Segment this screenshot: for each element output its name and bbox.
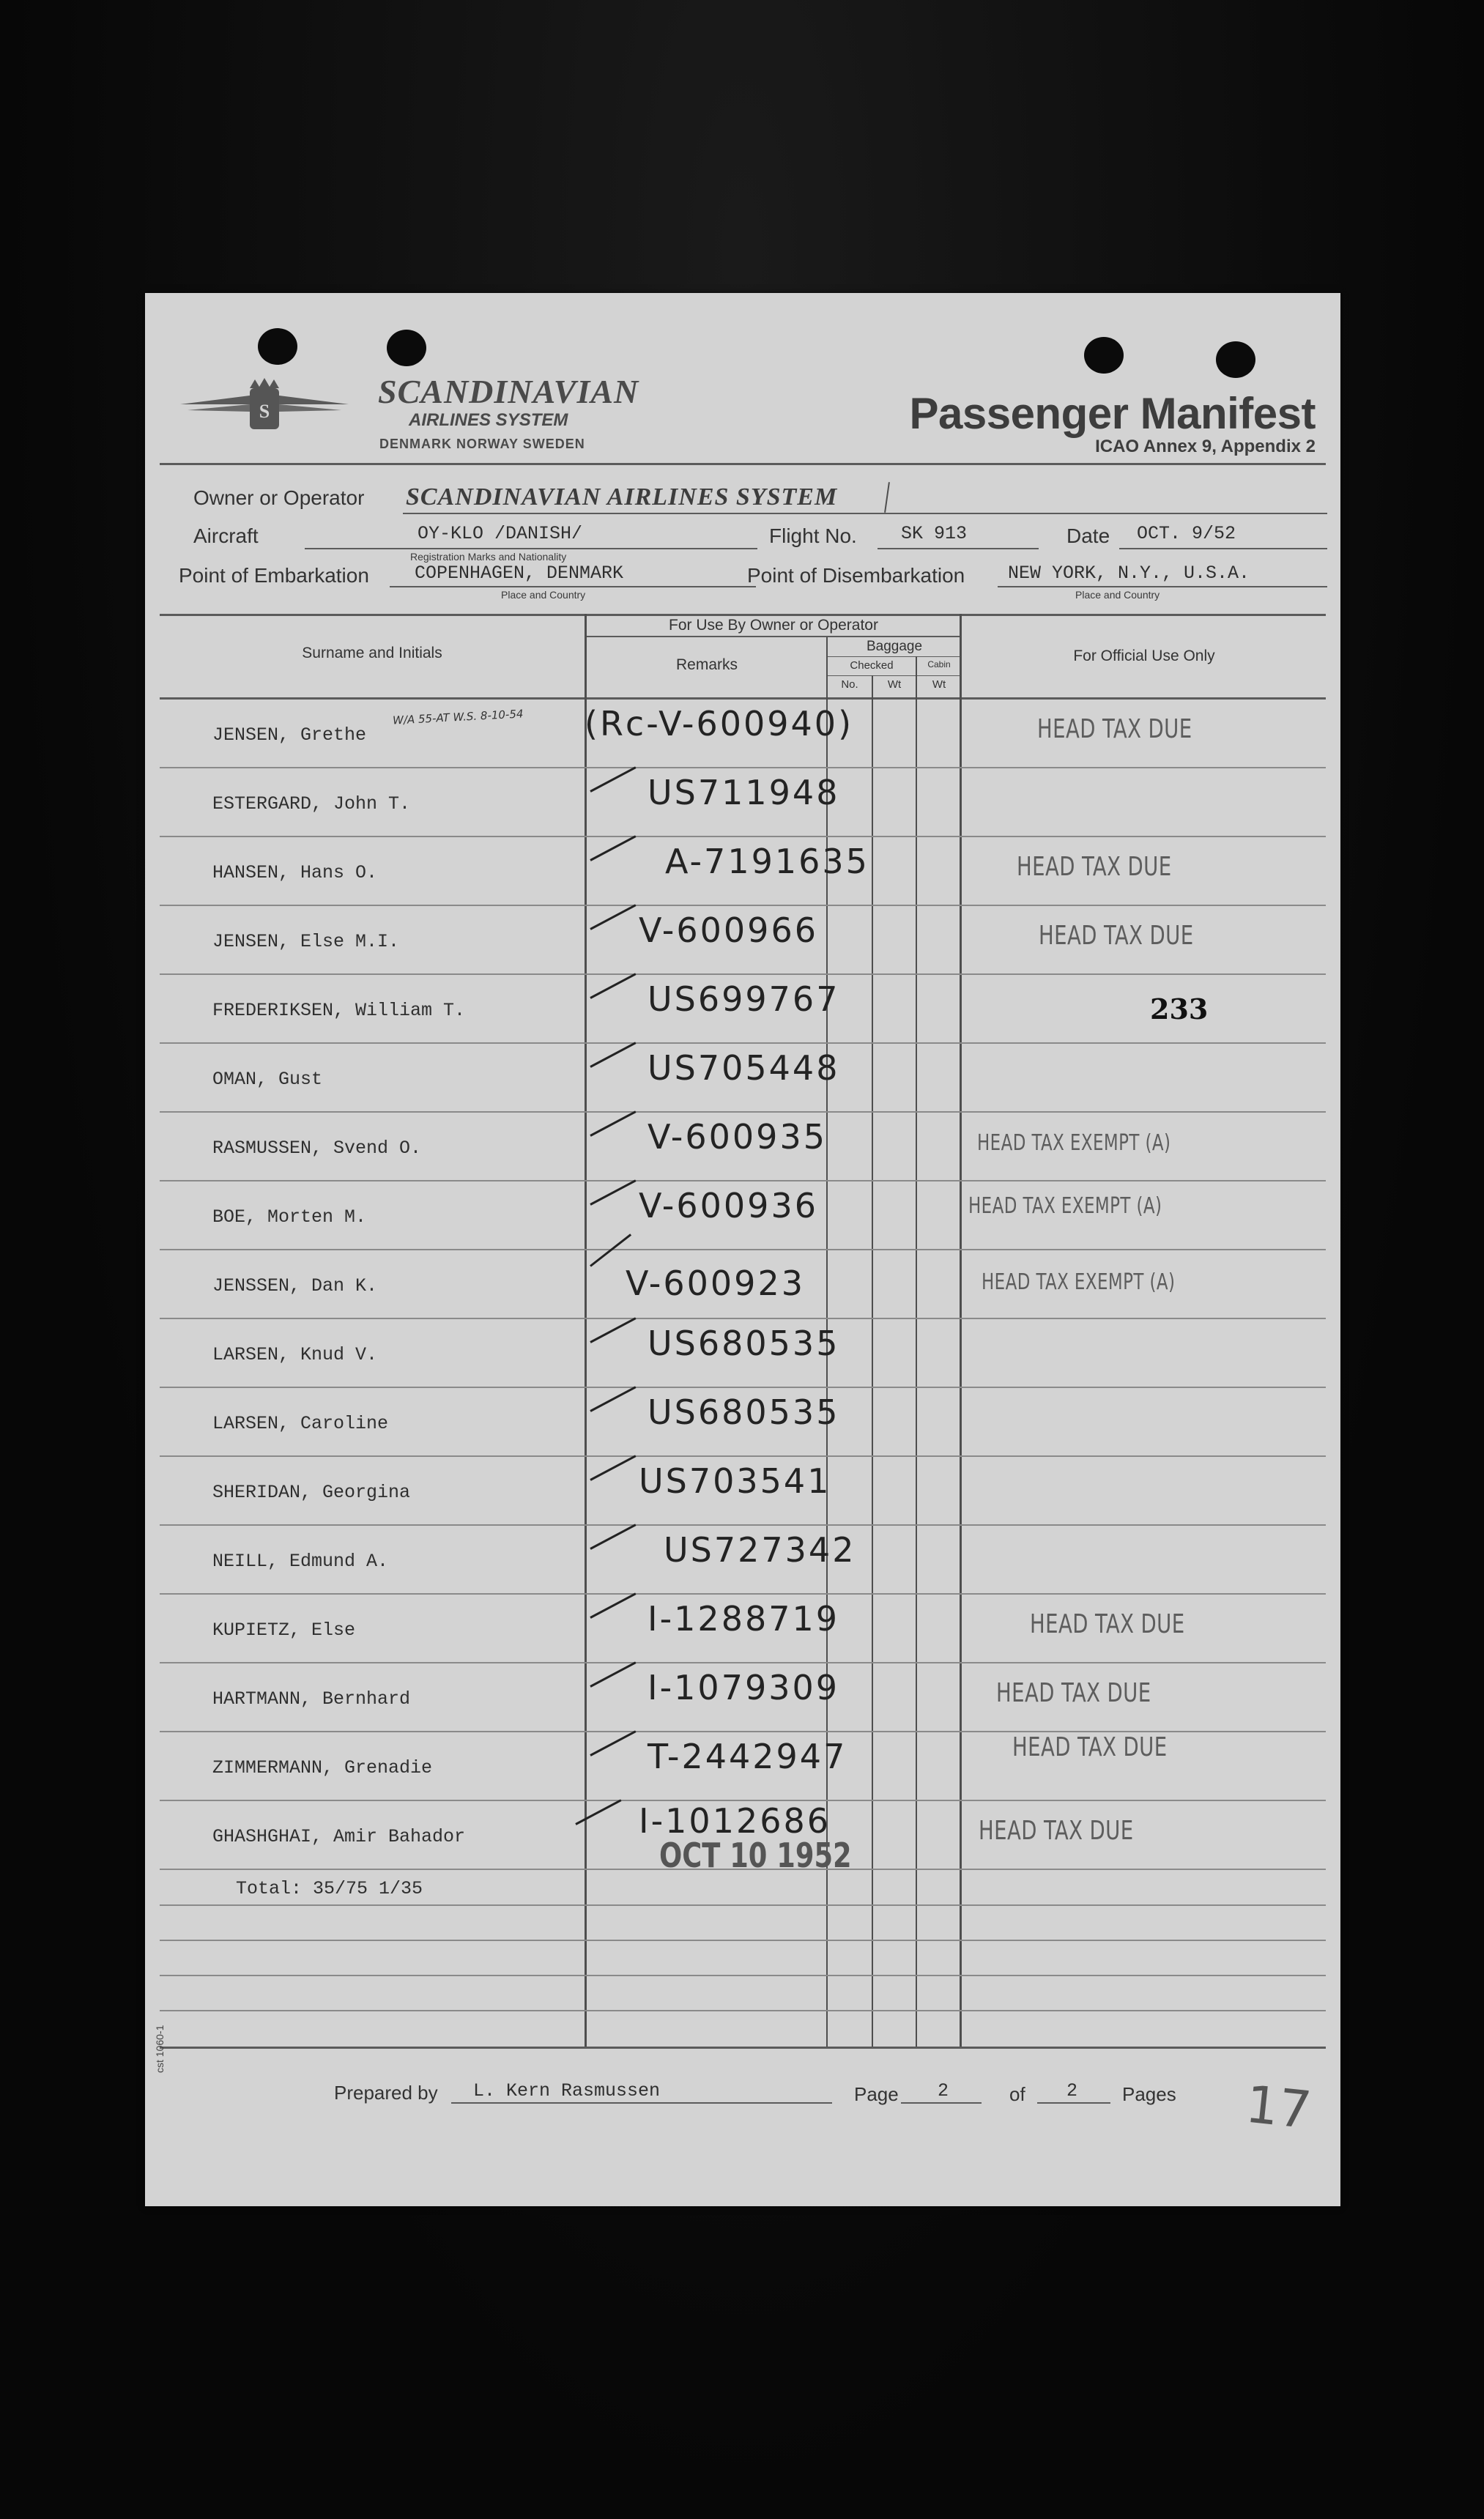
table-row <box>160 1044 1326 1113</box>
passenger-name: ESTERGARD, John T. <box>212 793 411 815</box>
handwritten-page-number: 17 <box>1242 2074 1315 2141</box>
check-mark-icon <box>590 1524 636 1550</box>
aircraft-underline <box>305 548 757 549</box>
table-row <box>160 906 1326 975</box>
check-mark-icon <box>590 1110 636 1137</box>
table-top-rule <box>160 614 1326 616</box>
passport-remark: US680535 <box>648 1324 840 1363</box>
check-mark-icon <box>575 1799 621 1825</box>
table-row <box>160 1457 1326 1526</box>
check-mark-icon <box>590 1042 636 1068</box>
check-mark-icon <box>590 1592 636 1619</box>
table-row <box>160 975 1326 1044</box>
passport-remark: V-600923 <box>626 1264 805 1303</box>
official-stamp: HEAD TAX EXEMPT (A) <box>968 1193 1162 1219</box>
passenger-name: OMAN, Gust <box>212 1069 323 1090</box>
passenger-name: HANSEN, Hans O. <box>212 862 378 883</box>
check-mark-icon <box>590 835 636 861</box>
passenger-name: GHASHGHAI, Amir Bahador <box>212 1826 466 1847</box>
check-mark-icon <box>590 1730 636 1756</box>
page-value: 2 <box>938 2080 949 2101</box>
official-stamp: HEAD TAX DUE <box>1012 1732 1168 1762</box>
table-row <box>160 1732 1326 1801</box>
col-cabin-header: Cabin <box>927 659 951 669</box>
winged-crown-logo-icon <box>180 375 349 441</box>
col-baggage-header: Baggage <box>866 639 923 654</box>
svg-text:S: S <box>259 401 270 422</box>
blank-rule <box>160 1940 1326 1941</box>
col-remarks-header: Remarks <box>675 656 738 673</box>
brand-subtitle: AIRLINES SYSTEM <box>409 410 568 430</box>
table-row <box>160 1250 1326 1319</box>
check-mark-icon <box>590 904 636 930</box>
official-stamp: HEAD TAX DUE <box>1039 921 1194 951</box>
passport-remark: V-600935 <box>648 1117 827 1157</box>
passenger-name: RASMUSSEN, Svend O. <box>212 1138 422 1159</box>
disembarkation-caption: Place and Country <box>1075 589 1160 601</box>
of-value: 2 <box>1066 2080 1078 2101</box>
col-wt-header: Wt <box>887 678 902 691</box>
flight-underline <box>878 548 1039 549</box>
official-stamp: HEAD TAX DUE <box>996 1678 1151 1708</box>
passenger-name: NEILL, Edmund A. <box>212 1551 389 1572</box>
passport-remark: I-1012686 <box>639 1801 831 1841</box>
disembarkation-label: Point of Disembarkation <box>747 564 965 587</box>
prepared-by-label: Prepared by <box>334 2082 438 2104</box>
passport-remark: US711948 <box>648 773 840 812</box>
passport-remark: US699767 <box>648 979 840 1019</box>
check-mark-icon <box>590 1455 636 1481</box>
disembarkation-underline <box>998 586 1327 587</box>
passenger-name: JENSEN, Grethe <box>212 724 367 746</box>
table-row <box>160 1181 1326 1250</box>
pages-label: Pages <box>1122 2083 1176 2105</box>
passport-remark: (Rc-V-600940) <box>585 704 854 743</box>
check-mark-icon <box>590 1179 636 1206</box>
table-row <box>160 1526 1326 1595</box>
check-mark-icon <box>590 1317 636 1343</box>
col-owner-use-header: For Use By Owner or Operator <box>669 617 878 634</box>
date-received-stamp: OCT 10 1952 <box>659 1836 852 1875</box>
check-mark-icon <box>590 973 636 999</box>
passport-remark: US705448 <box>648 1048 840 1088</box>
blank-rule <box>160 2010 1326 2011</box>
date-value: OCT. 9/52 <box>1137 523 1236 544</box>
col-no-header: No. <box>841 678 858 691</box>
form-code: cst 1060-1 <box>154 2025 166 2073</box>
passport-remark: V-600966 <box>639 910 818 950</box>
date-underline <box>1119 548 1327 549</box>
official-stamp: HEAD TAX EXEMPT (A) <box>982 1269 1176 1295</box>
owner-use-rule <box>586 636 961 637</box>
passenger-name: SHERIDAN, Georgina <box>212 1482 411 1503</box>
punch-hole <box>258 328 297 365</box>
aircraft-caption: Registration Marks and Nationality <box>410 551 567 563</box>
form-subtitle: ICAO Annex 9, Appendix 2 <box>1095 437 1316 456</box>
passport-remark: US703541 <box>639 1461 831 1501</box>
table-row <box>160 1113 1326 1181</box>
disembarkation-value: NEW YORK, N.Y., U.S.A. <box>1008 563 1250 584</box>
prepared-by-value: L. Kern Rasmussen <box>473 2080 661 2101</box>
brand-countries: DENMARK NORWAY SWEDEN <box>379 437 585 451</box>
embarkation-label: Point of Embarkation <box>179 564 369 587</box>
of-underline <box>1037 2102 1110 2104</box>
form-title: Passenger Manifest <box>909 389 1316 438</box>
owner-underline <box>403 513 1327 514</box>
col-cabin-wt-header: Wt <box>932 678 946 691</box>
embarkation-underline <box>390 586 756 587</box>
passenger-name: JENSSEN, Dan K. <box>212 1275 378 1296</box>
passenger-name: KUPIETZ, Else <box>212 1620 356 1641</box>
passport-remark: US727342 <box>664 1530 856 1570</box>
table-row <box>160 837 1326 906</box>
passenger-name: JENSEN, Else M.I. <box>212 931 400 952</box>
check-mark-icon <box>590 1386 636 1412</box>
official-stamp: HEAD TAX DUE <box>1030 1609 1185 1639</box>
table-bottom-rule <box>160 2047 1326 2049</box>
col-surname-header: Surname and Initials <box>302 645 442 661</box>
table-row <box>160 1595 1326 1663</box>
baggage-rule <box>828 656 961 657</box>
total-line: Total: 35/75 1/35 <box>236 1878 423 1899</box>
passport-remark: US680535 <box>648 1392 840 1432</box>
official-stamp: HEAD TAX DUE <box>979 1816 1134 1846</box>
table-row <box>160 1388 1326 1457</box>
blank-rule <box>160 1904 1326 1906</box>
aircraft-label: Aircraft <box>193 524 259 547</box>
passenger-name: LARSEN, Knud V. <box>212 1344 378 1365</box>
passenger-name: FREDERIKSEN, William T. <box>212 1000 466 1021</box>
embarkation-value: COPENHAGEN, DENMARK <box>415 563 624 584</box>
owner-value: SCANDINAVIAN AIRLINES SYSTEM <box>406 483 838 511</box>
official-number: 233 <box>1150 993 1209 1025</box>
flight-label: Flight No. <box>769 524 857 547</box>
aircraft-value: OY-KLO /DANISH/ <box>418 523 583 544</box>
official-stamp: HEAD TAX DUE <box>1017 852 1172 882</box>
embarkation-caption: Place and Country <box>501 589 586 601</box>
check-mark-icon <box>590 766 636 793</box>
page-underline <box>901 2102 982 2104</box>
owner-label: Owner or Operator <box>193 486 365 509</box>
table-row <box>160 768 1326 837</box>
table-row <box>160 700 1326 768</box>
punch-hole <box>1084 337 1124 374</box>
punch-hole <box>387 330 426 366</box>
col-official-header: For Official Use Only <box>1073 648 1215 664</box>
passport-remark: V-600936 <box>639 1186 818 1225</box>
passport-remark: T-2442947 <box>648 1737 847 1776</box>
blank-rule <box>160 1975 1326 1976</box>
passport-remark: I-1288719 <box>648 1599 840 1639</box>
passenger-name: ZIMMERMANN, Grenadie <box>212 1757 433 1778</box>
of-label: of <box>1009 2083 1025 2105</box>
passenger-name: HARTMANN, Bernhard <box>212 1688 411 1710</box>
manifest-sheet <box>145 293 1340 2206</box>
official-stamp: HEAD TAX DUE <box>1037 714 1192 744</box>
punch-hole <box>1216 341 1255 378</box>
checked-rule <box>828 675 961 676</box>
handwritten-annotation: W/A 55-AT W.S. 8-10-54 <box>392 707 524 727</box>
brand-name: SCANDINAVIAN <box>378 373 639 410</box>
header-divider <box>160 463 1326 465</box>
passport-remark: I-1079309 <box>648 1668 840 1707</box>
table-row <box>160 1319 1326 1388</box>
check-mark-icon <box>590 1661 636 1688</box>
date-label: Date <box>1066 524 1110 547</box>
passenger-name: LARSEN, Caroline <box>212 1413 389 1434</box>
official-stamp: HEAD TAX EXEMPT (A) <box>977 1130 1171 1156</box>
passport-remark: A-7191635 <box>665 842 869 881</box>
table-row <box>160 1663 1326 1732</box>
flight-value: SK 913 <box>901 523 968 544</box>
passenger-name: BOE, Morten M. <box>212 1206 367 1228</box>
owner-tick <box>884 482 890 513</box>
col-checked-header: Checked <box>850 659 894 672</box>
page-label: Page <box>854 2083 899 2105</box>
prepared-underline <box>451 2102 832 2104</box>
